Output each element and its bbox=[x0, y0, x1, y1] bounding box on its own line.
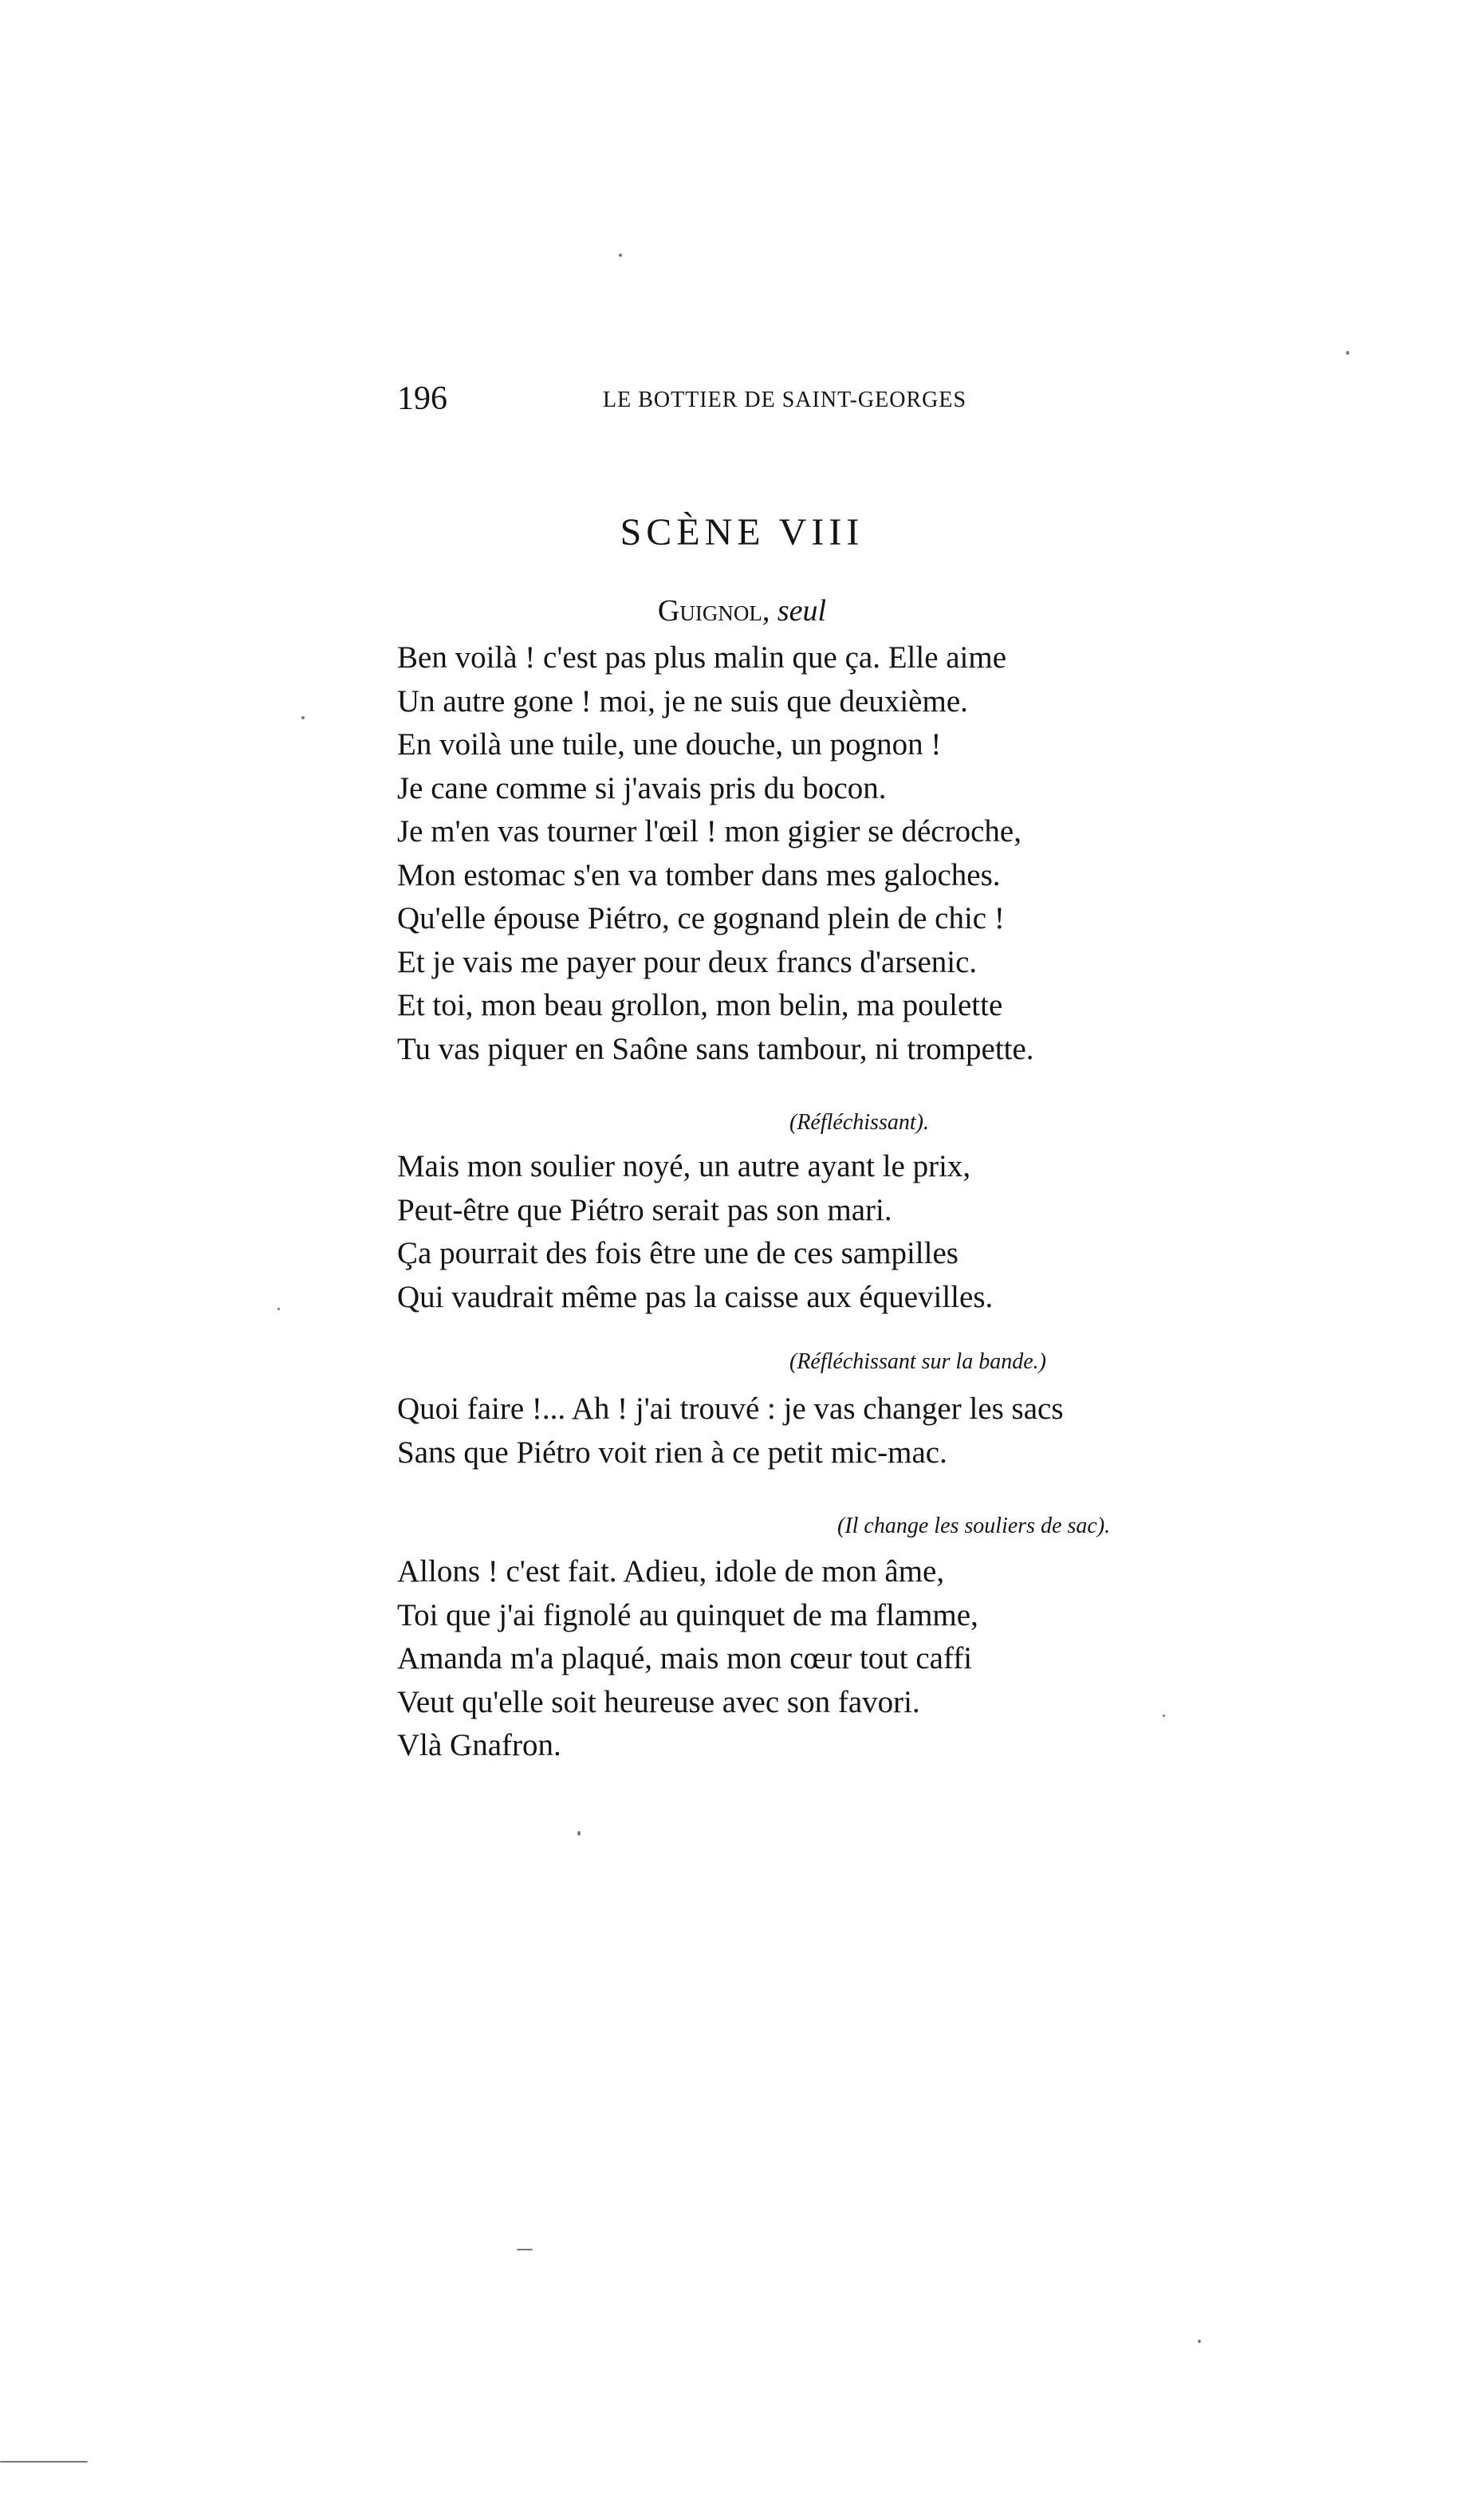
verse-line: Je cane comme si j'avais pris du bocon. bbox=[397, 770, 887, 805]
verse-line: Un autre gone ! moi, je ne suis que deuxième. bbox=[397, 683, 968, 719]
scan-speck bbox=[301, 716, 305, 719]
stage-direction: (Il change les souliers de sac). bbox=[837, 1514, 1111, 1538]
verse-line: Toi que j'ai fignolé au quinquet de ma flamme, bbox=[397, 1597, 978, 1632]
scan-speck bbox=[577, 1831, 581, 1836]
verse-line: Peut-être que Piétro serait pas son mari. bbox=[397, 1192, 892, 1227]
verse-line: Et je vais me payer pour deux francs d'arsenic. bbox=[397, 944, 978, 979]
page-number: 196 bbox=[397, 380, 447, 417]
stanza-2 bbox=[397, 1145, 1258, 1319]
scene-title: SCÈNE VIII bbox=[620, 511, 864, 553]
verse-line: Quoi faire !... Ah ! j'ai trouvé : je vas changer les sacs bbox=[397, 1392, 1064, 1426]
page-header bbox=[397, 376, 1051, 424]
speaker-role: seul bbox=[777, 594, 827, 628]
verse-line: Tu vas piquer en Saône sans tambour, ni trompette. bbox=[397, 1031, 1034, 1066]
scan-speck bbox=[1198, 2340, 1201, 2343]
verse-line: Mon estomac s'en va tomber dans mes galoches. bbox=[397, 857, 1001, 892]
verse-line: Qu'elle épouse Piétro, ce gognand plein de chic ! bbox=[397, 901, 1005, 935]
scan-speck bbox=[0, 2461, 88, 2463]
verse-line: Je m'en vas tourner l'œil ! mon gigier se décroche, bbox=[397, 814, 1021, 848]
verse-line: Ben voilà ! c'est pas plus malin que ça. Elle aime bbox=[397, 640, 1007, 675]
scan-speck bbox=[278, 1308, 280, 1310]
verse-line: Qui vaudrait même pas la caisse aux équevilles. bbox=[397, 1279, 994, 1314]
stage-direction: (Réfléchissant sur la bande.) bbox=[789, 1349, 1046, 1374]
scan-speck bbox=[619, 254, 622, 257]
scan-speck bbox=[517, 2249, 533, 2250]
verse-line: Sans que Piétro voit rien à ce petit mic-mac. bbox=[397, 1435, 947, 1470]
verse-line: Vlà Gnafron. bbox=[397, 1728, 561, 1762]
verse-line: En voilà une tuile, une douche, un pognon ! bbox=[397, 727, 942, 762]
stanza-3 bbox=[397, 1388, 1258, 1474]
speaker-name: Guignol, bbox=[657, 594, 770, 628]
verse-line: Amanda m'a plaqué, mais mon cœur tout caffi bbox=[397, 1641, 973, 1675]
verse-line: Mais mon soulier noyé, un autre ayant le prix, bbox=[397, 1149, 971, 1183]
stanza-1 bbox=[397, 636, 1258, 1071]
stage-direction: (Réfléchissant). bbox=[789, 1110, 929, 1135]
running-head: LE BOTTIER DE SAINT-GEORGES bbox=[603, 388, 967, 412]
verse-line: Et toi, mon beau grollon, mon belin, ma poulette bbox=[397, 988, 1003, 1022]
speaker-line bbox=[0, 592, 1484, 630]
stanza-4 bbox=[397, 1550, 1258, 1768]
verse-line: Allons ! c'est fait. Adieu, idole de mon âme, bbox=[397, 1554, 945, 1589]
scan-speck bbox=[1346, 351, 1349, 355]
verse-line: Veut qu'elle soit heureuse avec son favori. bbox=[397, 1684, 920, 1719]
verse-line: Ça pourrait des fois être une de ces sampilles bbox=[397, 1236, 958, 1270]
